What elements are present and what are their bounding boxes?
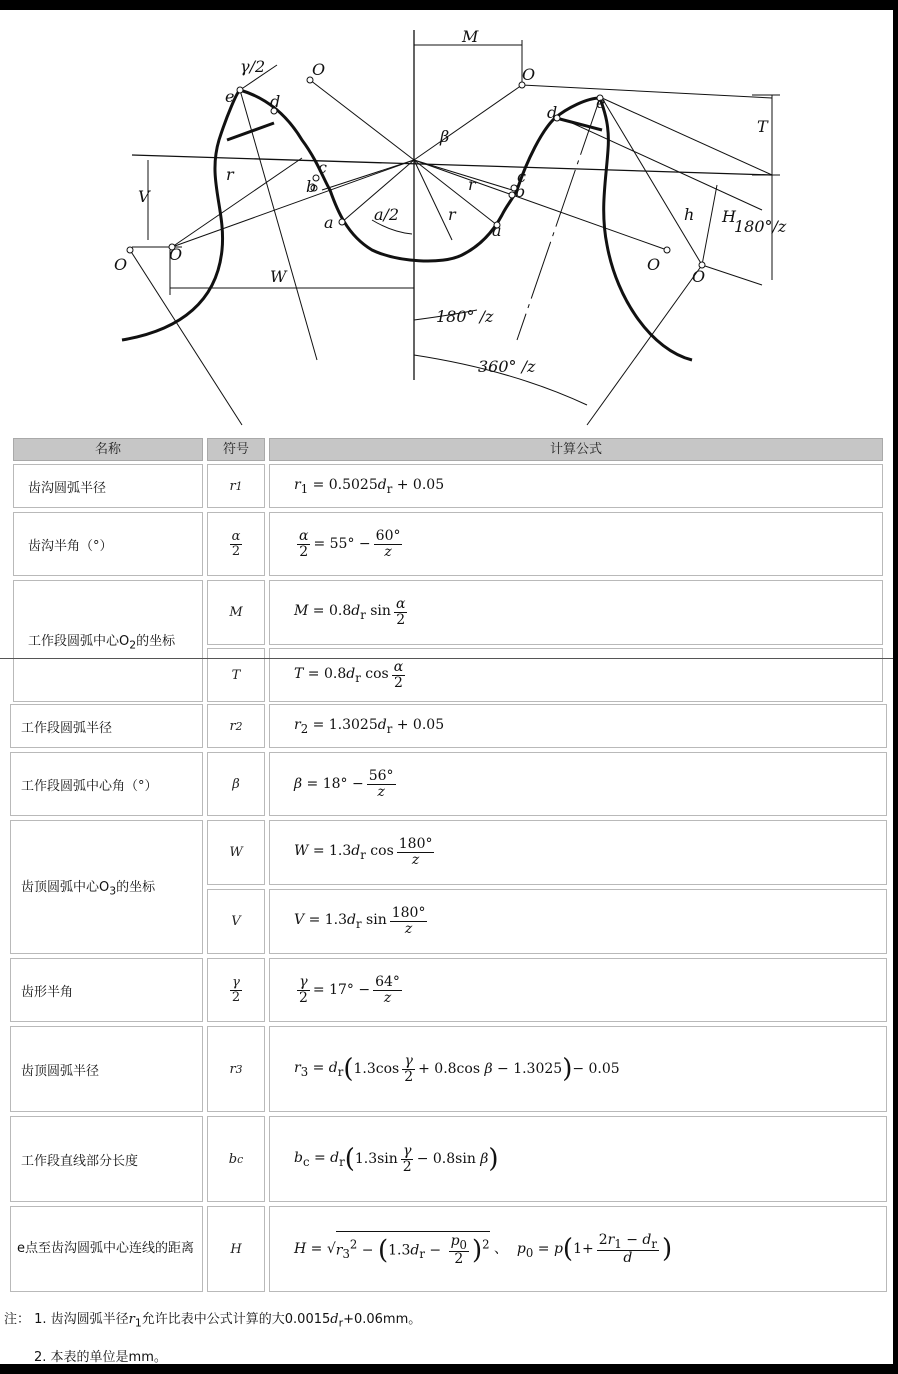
label-H: H: [722, 207, 736, 226]
label-d-left: d: [270, 92, 281, 111]
row-formula-bc: $b_c = d_r$ ( 1.3sin $\frac{\gamma}{2}$ − 0.8sin β ): [269, 1116, 887, 1202]
row-symbol-r2: r 2: [207, 704, 265, 748]
label-O2-right: O: [522, 65, 536, 84]
label-180z-right: 180°/z: [734, 217, 787, 236]
header-name: 名称: [13, 438, 203, 461]
row-formula-alpha: $\frac{\alpha}{2}$ = 55° − $\frac{60^\circ}{z}$: [269, 512, 883, 576]
row-symbol-r3: r 3: [207, 1026, 265, 1112]
row-formula-W: $W = 1.3d_r$ cos $\frac{180^\circ}{z}$: [269, 820, 887, 885]
label-c-left: c: [318, 158, 327, 177]
note-2: 2. 本表的单位是mm。: [34, 1350, 167, 1365]
label-e-left: e: [225, 87, 235, 106]
label-a-left: a: [324, 213, 334, 232]
row-symbol-H: H: [207, 1206, 265, 1292]
row-symbol-alpha: $\frac{\alpha}{2}$: [207, 512, 265, 576]
tooth-profile-diagram: [12, 10, 884, 435]
label-M: M: [462, 27, 479, 46]
label-360z: 360° /z: [478, 357, 536, 376]
row-symbol-bc: b c: [207, 1116, 265, 1202]
page: [0, 10, 893, 1364]
label-gamma-half: γ/2: [240, 57, 266, 76]
label-T: T: [757, 117, 768, 136]
label-b-right: b: [515, 182, 526, 201]
label-beta: β: [440, 127, 450, 146]
row-name-r2: 工作段圆弧半径: [10, 704, 203, 748]
row-name-alpha: 齿沟半角（°）: [13, 512, 203, 576]
row-formula-r2: $r_2 = 1.3025d_r + 0.05$: [269, 704, 887, 748]
row-symbol-r1: r 1: [207, 464, 265, 508]
row-formula-H: H = √ $r_3^2 - (1.3d_r$ − $\frac{p_0}{2}$ )$^2$ 、 $p_0 = p$ ( 1+ $\frac{2r_1 - d_r}{d}$ ): [269, 1206, 887, 1292]
row-symbol-T: T: [207, 648, 265, 702]
row-name-H: e点至齿沟圆弧中心连线的距离: [10, 1206, 203, 1292]
row-formula-V: $V = 1.3d_r$ sin $\frac{180^\circ}{z}$: [269, 889, 887, 954]
row-symbol-gamma: $\frac{\gamma}{2}$: [207, 958, 265, 1022]
label-O2-left: O: [312, 60, 326, 79]
label-O1-right: O: [692, 267, 706, 286]
left-tooth-profile: [122, 90, 695, 360]
label-r3: r: [226, 165, 234, 184]
label-d-right: d: [547, 103, 558, 122]
header-formula: 计算公式: [269, 438, 883, 461]
label-W: W: [270, 267, 287, 286]
row-name-bc: 工作段直线部分长度: [10, 1116, 203, 1202]
row-formula-M: $M = 0.8d_r$ sin $\frac{\alpha}{2}$: [269, 580, 883, 645]
label-r2: r: [468, 175, 476, 194]
row-name-o3: 齿顶圆弧中心$O_3$的坐标: [10, 820, 203, 954]
row-name-r1: 齿沟圆弧半径: [13, 464, 203, 508]
label-180z: 180° /z: [436, 307, 494, 326]
row-name-gamma: 齿形半角: [10, 958, 203, 1022]
row-formula-r1: $r_1 = 0.5025d_r + 0.05$: [269, 464, 883, 508]
row-name-beta: 工作段圆弧中心角（°）: [10, 752, 203, 816]
label-c-right: c: [517, 167, 526, 186]
label-r1: r: [448, 205, 456, 224]
row-name-r3: 齿顶圆弧半径: [10, 1026, 203, 1112]
row-formula-gamma: $\frac{\gamma}{2}$ = 17° − $\frac{64^\circ}{z}$: [269, 958, 887, 1022]
tooth-profile-svg: [12, 10, 884, 435]
row-symbol-W: W: [207, 820, 265, 885]
row-symbol-V: V: [207, 889, 265, 954]
label-a-right: a: [492, 221, 502, 240]
label-e-right: e: [596, 93, 606, 112]
row-symbol-beta: β: [207, 752, 265, 816]
scan-divider: [0, 658, 893, 659]
row-symbol-M: M: [207, 580, 265, 645]
header-symbol: 符号: [207, 438, 265, 461]
row-formula-beta: β = 18° − $\frac{56^\circ}{z}$: [269, 752, 887, 816]
row-name-o2: 工作段圆弧中心$O_2$的坐标: [13, 580, 203, 702]
label-alpha-half: a/2: [374, 205, 400, 224]
label-ha: h: [684, 205, 695, 224]
label-O3-left: O: [169, 245, 183, 264]
row-formula-T: $T = 0.8d_r$ cos $\frac{\alpha}{2}$: [269, 648, 883, 702]
label-V: V: [138, 187, 150, 206]
label-b-left: b: [306, 177, 317, 196]
row-formula-r3: $r_3 = d_r$ ( 1.3cos $\frac{\gamma}{2}$ + 0.8cos β − 1.3025 ) − 0.05: [269, 1026, 887, 1112]
label-O3-right: O: [647, 255, 661, 274]
note-1: 注： 1. 齿沟圆弧半径$r_1$允许比表中公式计算的大$0.0015d_r+0.06mm$。: [4, 1312, 422, 1330]
label-O1-left: O: [114, 255, 128, 274]
